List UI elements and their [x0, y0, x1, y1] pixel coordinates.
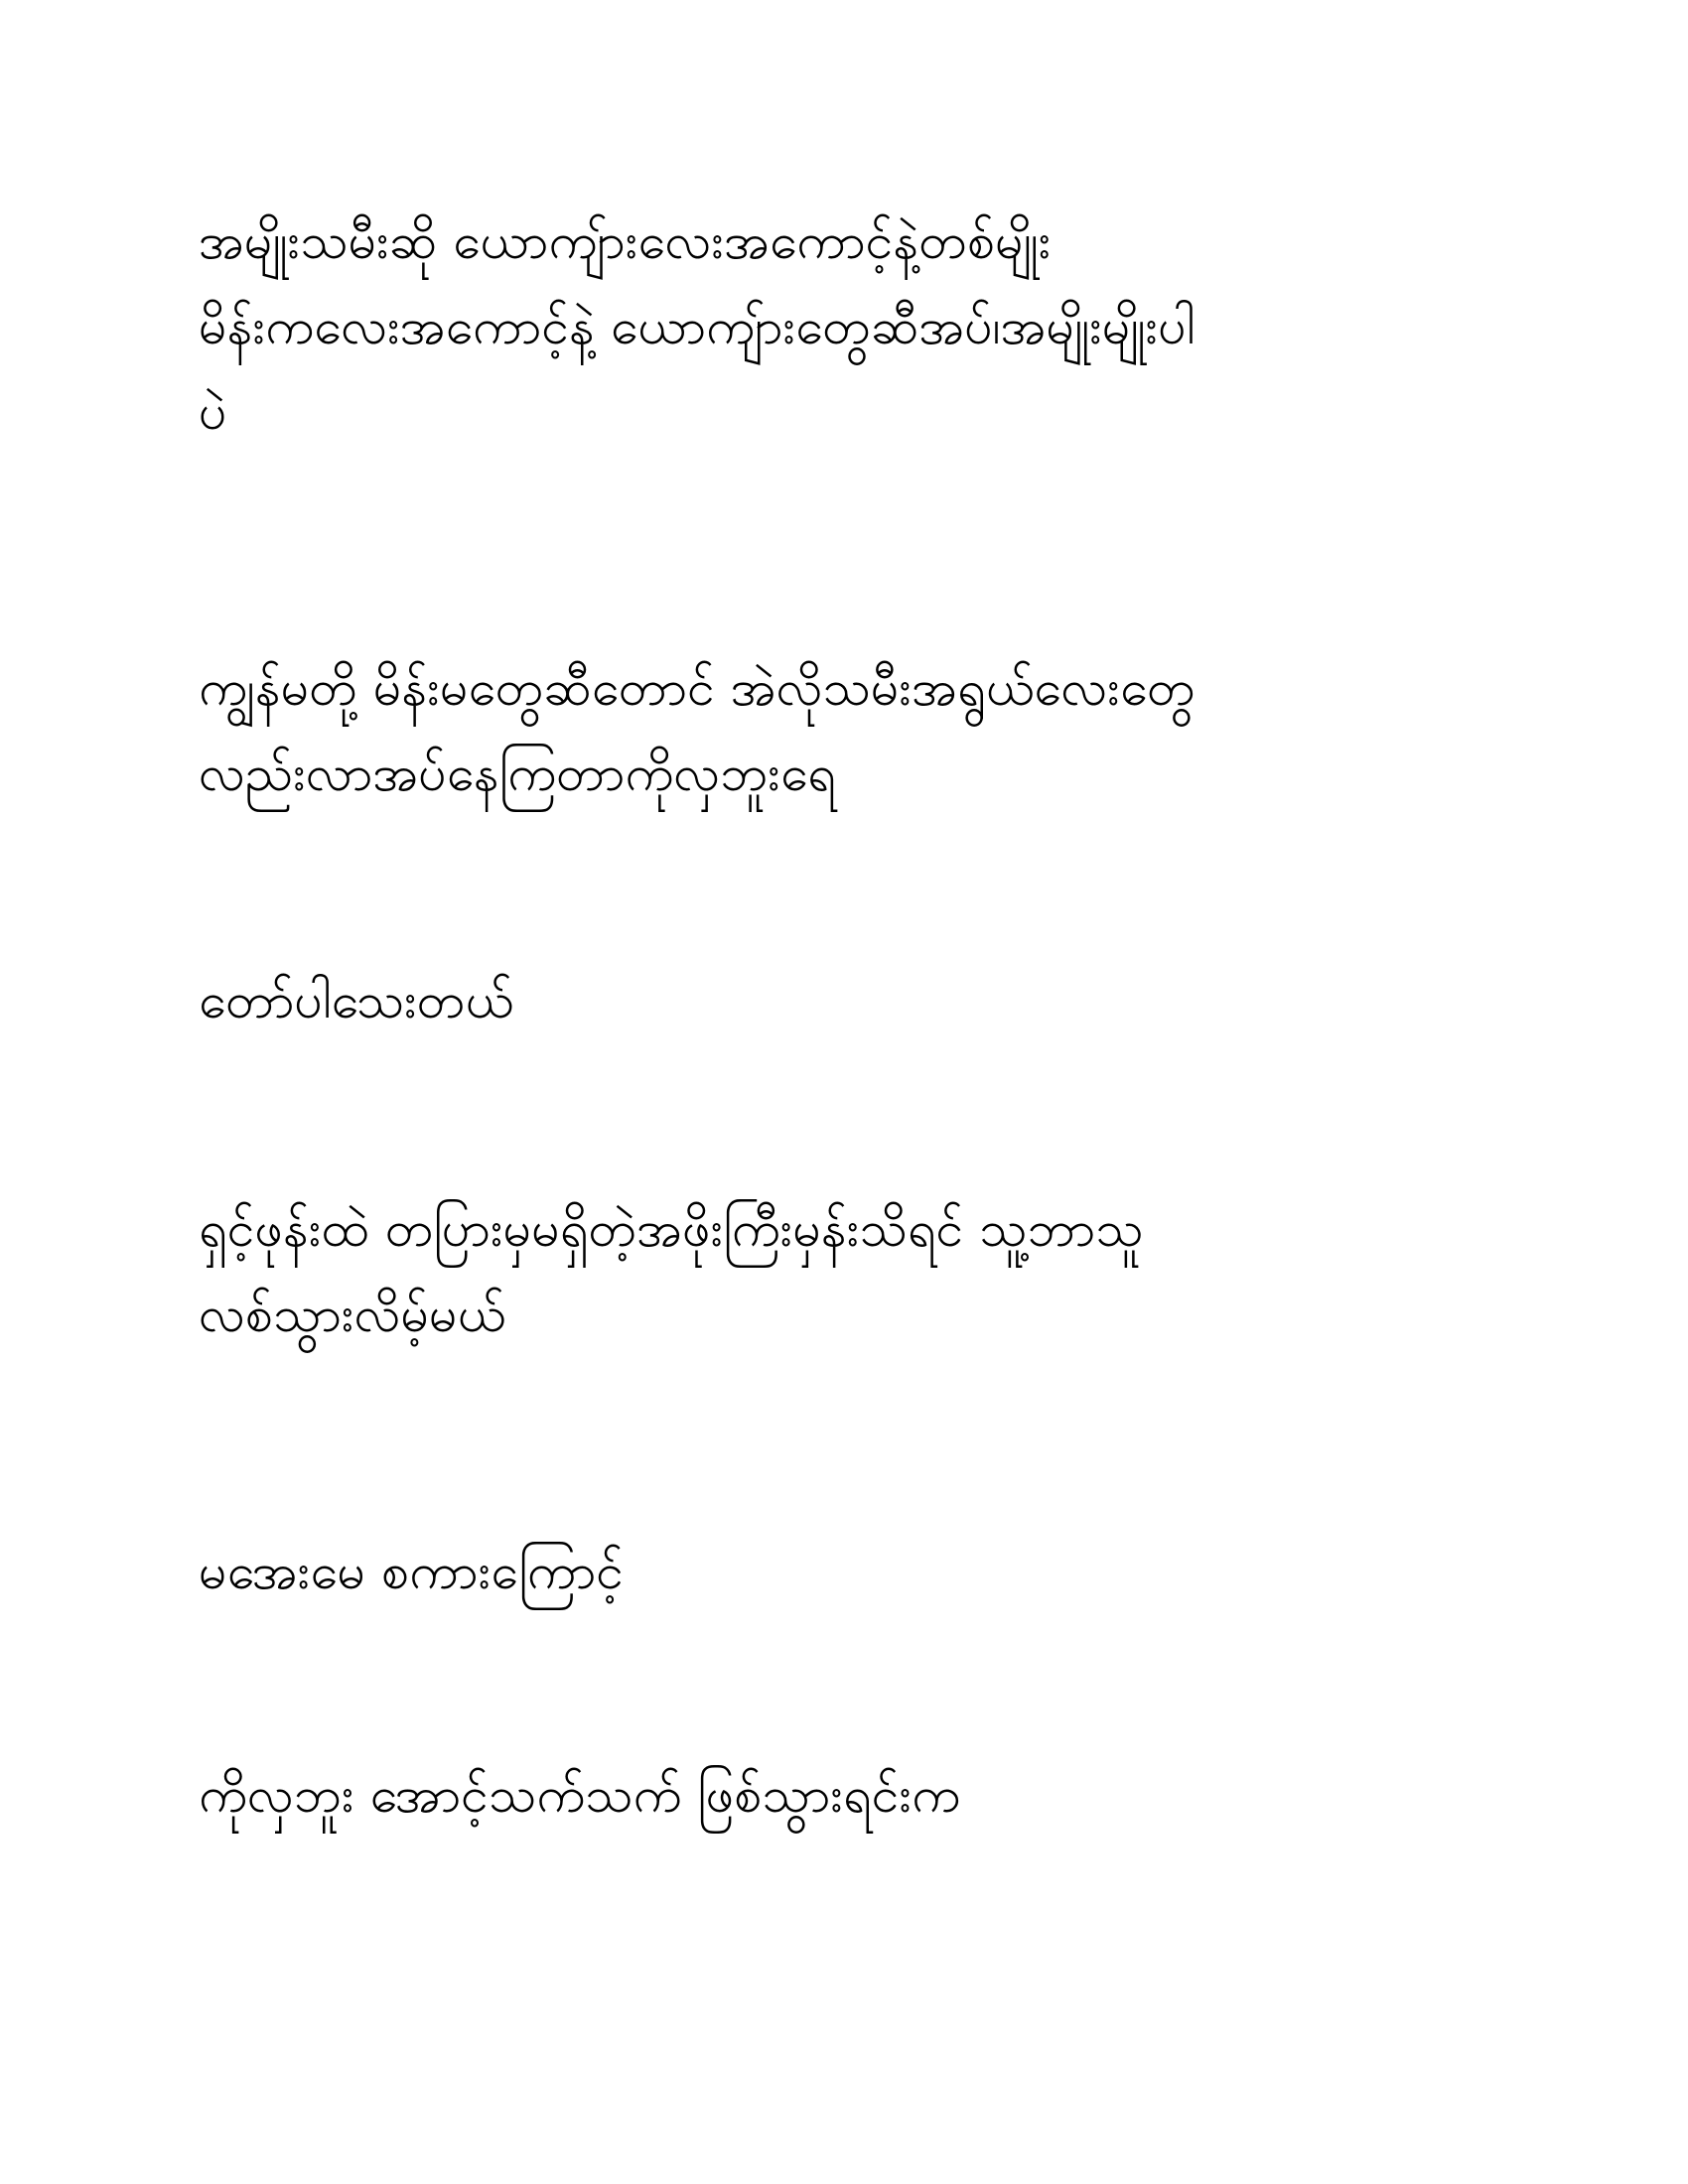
paragraph-2: ကျွန်မတို့ မိန်းမတွေဆီတောင် အဲလိုသမီးအရွယ်လေးတွေ လည်းလာအပ်နေကြတာကိုလှဘူးရေ: [199, 659, 1196, 802]
paragraph-5: မအေးမေ စကားကြောင့်: [199, 1543, 625, 1600]
paragraph-3: တော်ပါသေးတယ်: [199, 972, 513, 1029]
paragraph-4: ရှင့်ဖုန်းထဲ တပြားမှမရှိတဲ့အဖိုးကြီးမှန်းသိရင် သူ့ဘာသူ လစ်သွားလိမ့်မယ်: [199, 1200, 1144, 1343]
paragraph-6: ကိုလှဘူး အောင့်သက်သက် ဖြစ်သွားရင်းက: [199, 1766, 961, 1824]
paragraph-1: အမျိုးသမီးဆို ယောကျ်ားလေးအကောင့်နဲ့တစ်မျိုး မိန်းကလေးအကောင့်နဲ့ ယောကျ်ားတွေဆီအပ်၊အမျိုးမျိုးပါ ပဲ: [199, 212, 1196, 441]
